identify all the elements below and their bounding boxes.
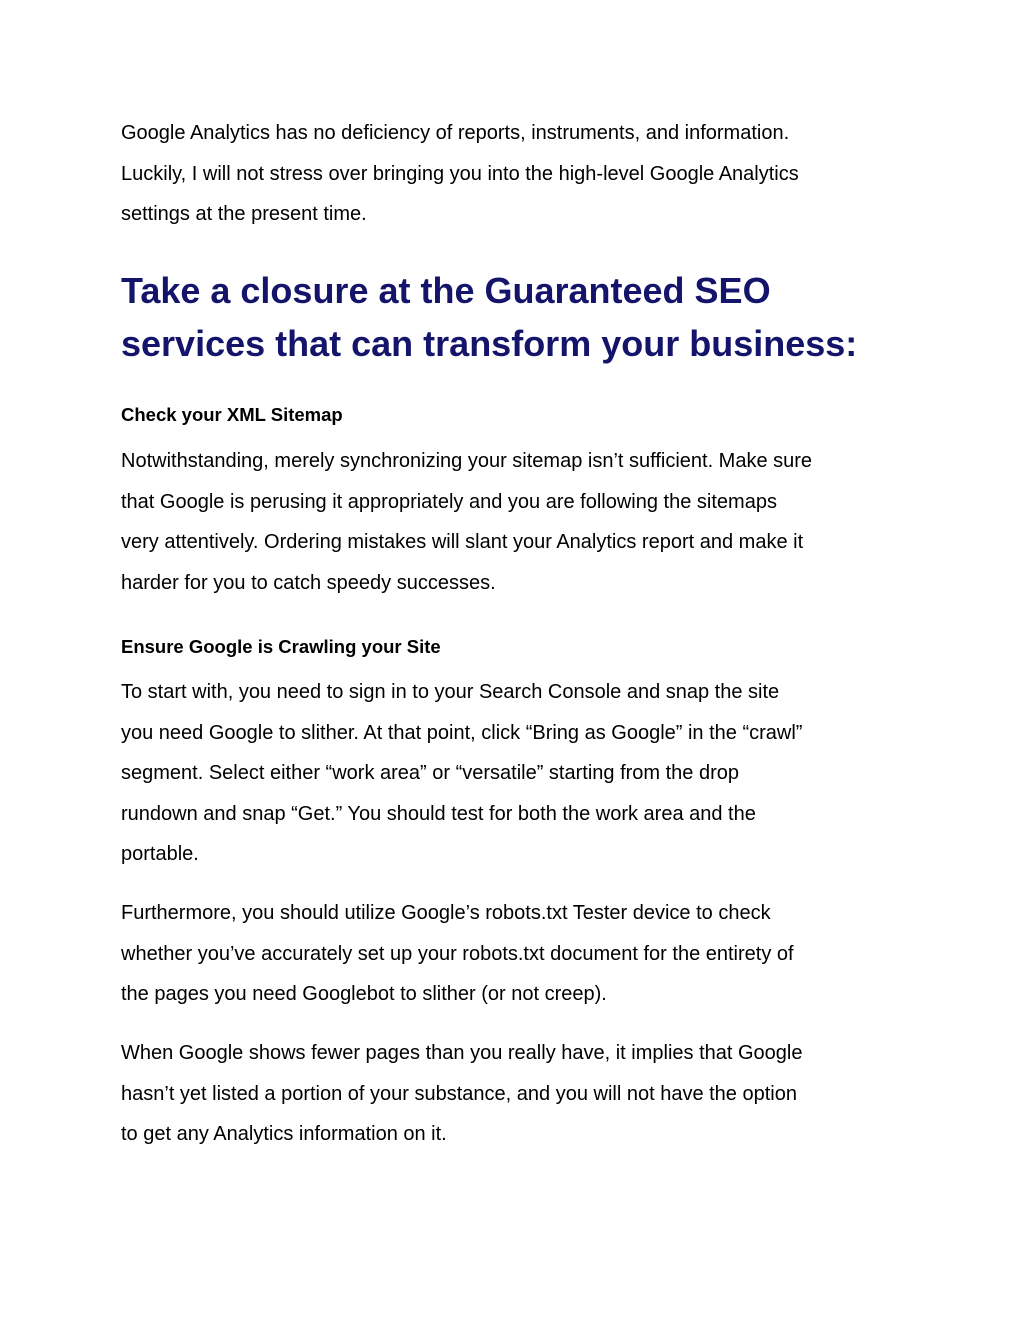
intro-paragraph: Google Analytics has no deficiency of reports, instruments, and information. Luckily, I will not stress over bringing you into the high-level Google Analytics settings at the present time.: [121, 122, 799, 225]
crawling-paragraph-3: When Google shows fewer pages than you really have, it implies that Google hasn’t yet listed a portion of your substance, and you will not have the option to get any Analytics information on it.: [121, 1042, 803, 1145]
section-heading-xml-sitemap: Check your XML Sitemap: [121, 404, 343, 425]
section-heading-crawling: Ensure Google is Crawling your Site: [121, 636, 441, 657]
main-heading: Take a closure at the Guaranteed SEO services that can transform your business:: [121, 270, 858, 364]
crawling-paragraph-1: To start with, you need to sign in to your Search Console and snap the site you need Google to slither. At that point, click “Bring as Google” in the “crawl” segment. Select either “work area” or “versatile” starting from the drop rundown and snap “Get.” You should test for both the work area and the portable.: [121, 681, 803, 865]
crawling-paragraph-2: Furthermore, you should utilize Google’s robots.txt Tester device to check whether you’ve accurately set up your robots.txt document for the entirety of the pages you need Googlebot to slither (or not creep).: [121, 902, 794, 1005]
xml-sitemap-paragraph: Notwithstanding, merely synchronizing your sitemap isn’t sufficient. Make sure that Google is perusing it appropriately and you are following the sitemaps very attentively. Ordering mistakes will slant your Analytics report and make it harder for you to catch speedy successes.: [121, 450, 813, 594]
